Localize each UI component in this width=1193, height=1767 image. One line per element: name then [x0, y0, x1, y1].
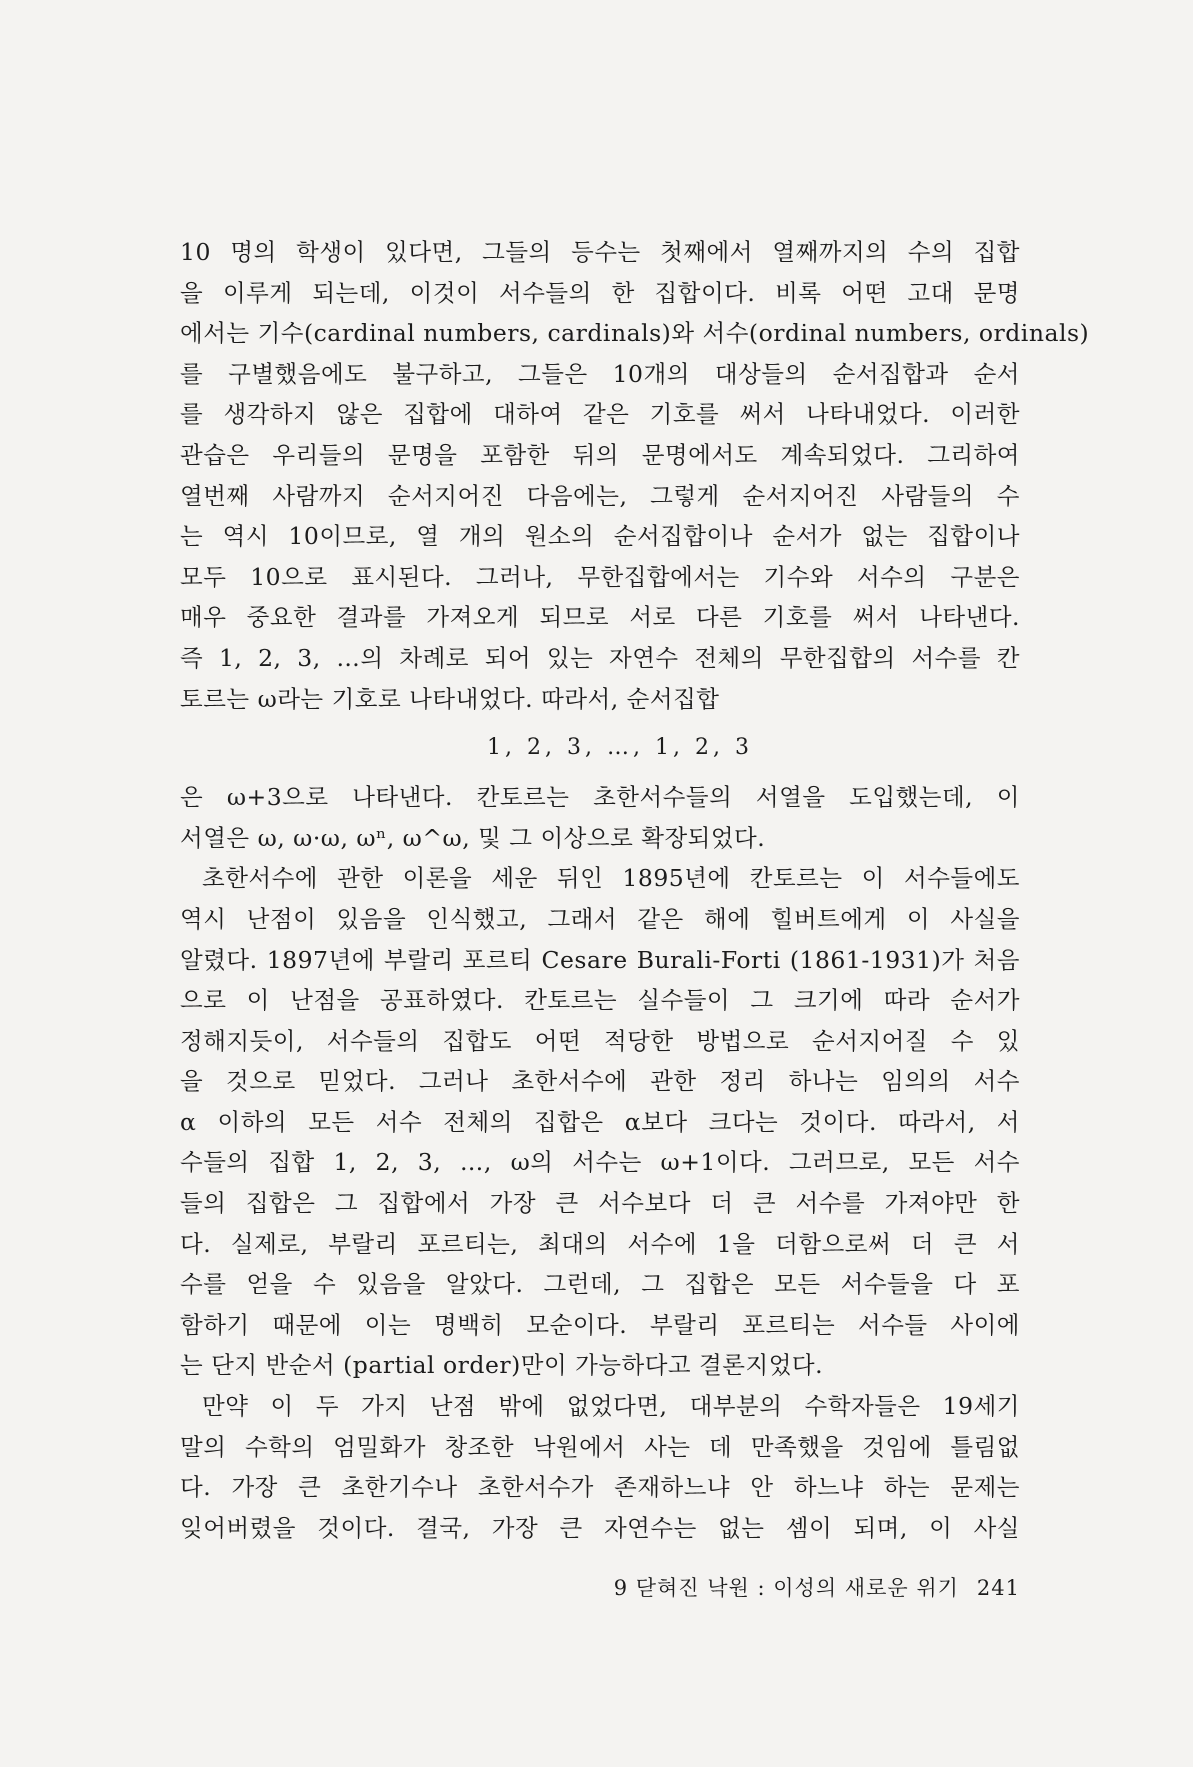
- text-line: 함하기 때문에 이는 명백히 모순이다. 부랄리 포르티는 서수들 사이에: [180, 1310, 1020, 1339]
- paragraph-2: [180, 858, 1020, 1386]
- paragraph-1: [180, 232, 1090, 719]
- text-line: 알렸다. 1897년에 부랄리 포르티 Cesare Burali-Forti (1861-1931)가 처음: [180, 945, 1020, 974]
- text-line: 수를 얻을 수 있음을 알았다. 그런데, 그 집합은 모든 서수들을 다 포: [180, 1270, 1020, 1299]
- page-number: 241: [976, 1576, 1020, 1600]
- ordered-set-formula: 1, 2, 3, …, 1, 2, 3: [487, 735, 753, 761]
- text-line: 관습은 우리들의 문명을 포함한 뒤의 문명에서도 계속되었다. 그리하여: [180, 440, 1020, 469]
- paragraph-1-continued: [180, 777, 1020, 858]
- text-line: 모두 10으로 표시된다. 그러나, 무한집합에서는 기수와 서수의 구분은: [180, 562, 1020, 591]
- text-line: 10 명의 학생이 있다면, 그들의 등수는 첫째에서 열째까지의 수의 집합: [180, 238, 1020, 266]
- text-line: 를 구별했음에도 불구하고, 그들은 10개의 대상들의 순서집합과 순서: [180, 359, 1020, 388]
- text-line: 만약 이 두 가지 난점 밖에 없었다면, 대부분의 수학자들은 19세기: [202, 1392, 1020, 1421]
- text-line: 정해지듯이, 서수들의 집합도 어떤 적당한 방법으로 순서지어질 수 있: [180, 1026, 1020, 1055]
- body-text: [180, 232, 1090, 1548]
- text-line: 에서는 기수(cardinal numbers, cardinals)와 서수(ordinal numbers, ordinals): [180, 319, 1090, 348]
- text-line: 들의 집합은 그 집합에서 가장 큰 서수보다 더 큰 서수를 가져야만 한: [180, 1189, 1020, 1218]
- text-line: 는 역시 10이므로, 열 개의 원소의 순서집합이나 순서가 없는 집합이나: [180, 522, 1020, 551]
- running-footer: [560, 1572, 1020, 1602]
- text-line: 다. 가장 큰 초한기수나 초한서수가 존재하느냐 안 하느냐 하는 문제는: [180, 1473, 1020, 1502]
- text-line: 을 이루게 되는데, 이것이 서수들의 한 집합이다. 비록 어떤 고대 문명: [180, 278, 1020, 307]
- text-line: 다. 실제로, 부랄리 포르티는, 최대의 서수에 1을 더함으로써 더 큰 서: [180, 1229, 1020, 1258]
- text-line: 으로 이 난점을 공표하였다. 칸토르는 실수들이 그 크기에 따라 순서가: [180, 986, 1020, 1015]
- text-line: α 이하의 모든 서수 전체의 집합은 α보다 크다는 것이다. 따라서, 서: [180, 1107, 1020, 1136]
- text-line: 역시 난점이 있음을 인식했고, 그래서 같은 해에 힐버트에게 이 사실을: [180, 904, 1020, 933]
- text-line: 잊어버렸을 것이다. 결국, 가장 큰 자연수는 없는 셈이 되며, 이 사실: [180, 1513, 1020, 1542]
- text-line: 즉 1, 2, 3, …의 차례로 되어 있는 자연수 전체의 무한집합의 서수를 칸: [180, 643, 1020, 672]
- text-line: 수들의 집합 1, 2, 3, …, ω의 서수는 ω+1이다. 그러므로, 모든 서수: [180, 1148, 1020, 1177]
- text-line: 서열은 ω, ω·ω, ωⁿ, ω^ω, 및 그 이상으로 확장되었다.: [180, 823, 766, 852]
- text-line: 말의 수학의 엄밀화가 창조한 낙원에서 사는 데 만족했을 것임에 틀림없: [180, 1432, 1020, 1461]
- text-line: 을 것으로 믿었다. 그러나 초한서수에 관한 정리 하나는 임의의 서수: [180, 1067, 1020, 1096]
- text-line: 토르는 ω라는 기호로 나타내었다. 따라서, 순서집합: [180, 684, 720, 713]
- text-line: 은 ω+3으로 나타낸다. 칸토르는 초한서수들의 서열을 도입했는데, 이: [180, 783, 1020, 812]
- paragraph-3: [180, 1386, 1020, 1548]
- text-line: 를 생각하지 않은 집합에 대하여 같은 기호를 써서 나타내었다. 이러한: [180, 400, 1020, 429]
- text-line: 매우 중요한 결과를 가져오게 되므로 서로 다른 기호를 써서 나타낸다.: [180, 603, 1020, 632]
- text-line: 는 단지 반순서 (partial order)만이 가능하다고 결론지었다.: [180, 1351, 824, 1380]
- text-line: 열번째 사람까지 순서지어진 다음에는, 그렇게 순서지어진 사람들의 수: [180, 481, 1020, 510]
- text-line: 초한서수에 관한 이론을 세운 뒤인 1895년에 칸토르는 이 서수들에도: [202, 864, 1020, 893]
- chapter-title: 9 닫혀진 낙원 : 이성의 새로운 위기: [613, 1576, 959, 1600]
